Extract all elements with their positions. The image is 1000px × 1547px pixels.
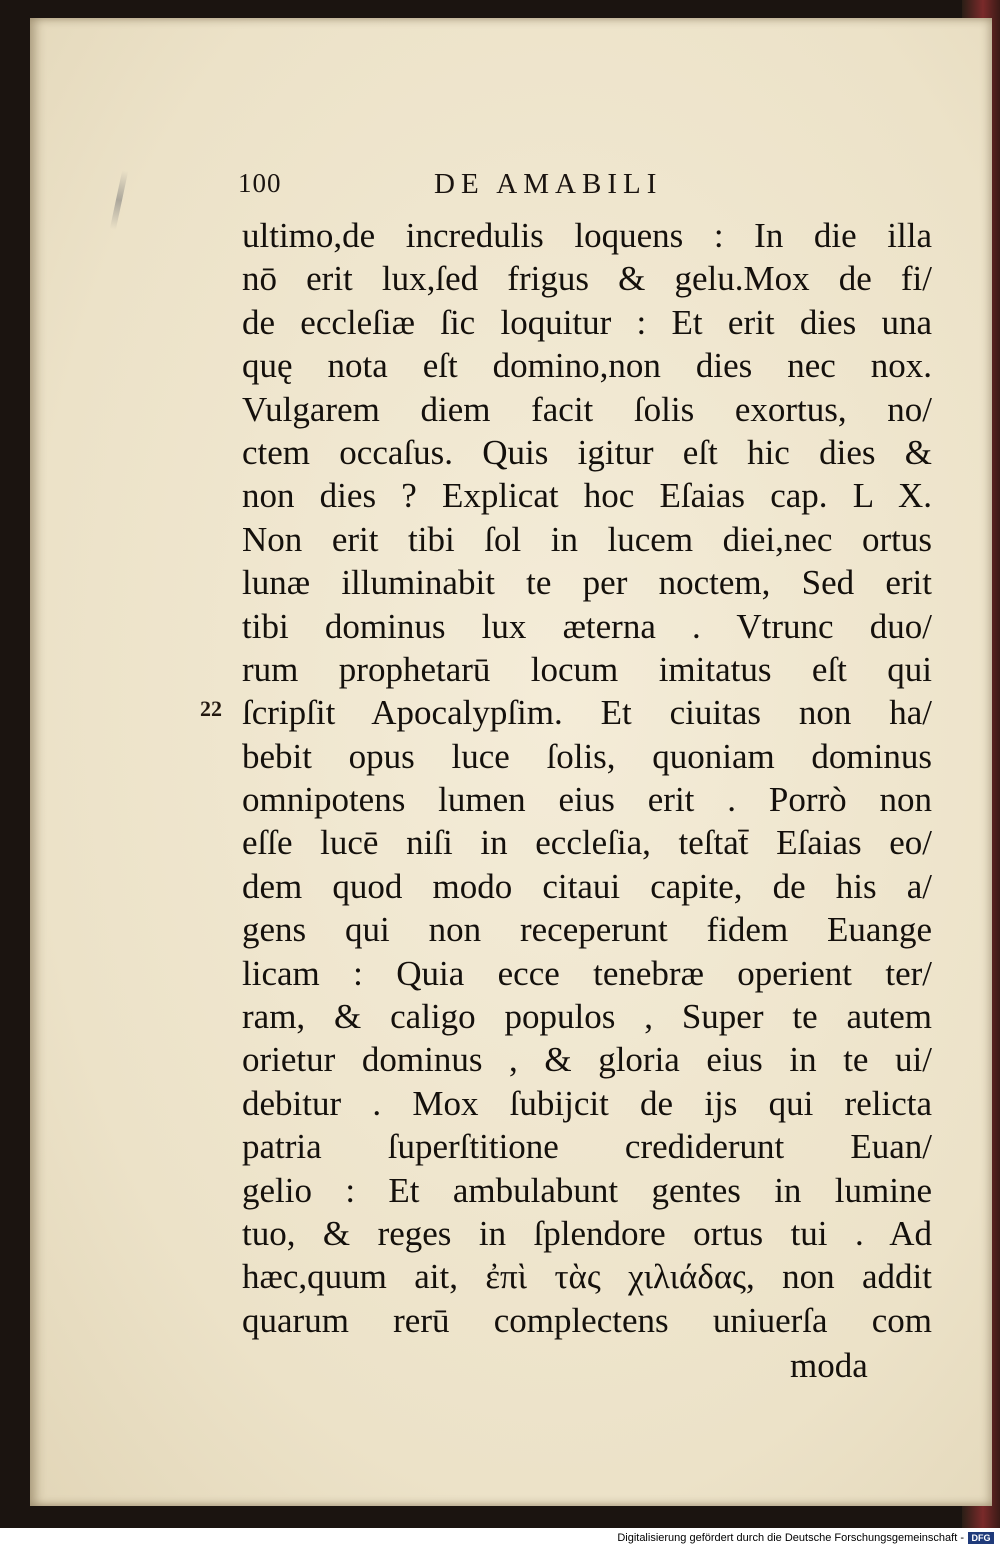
running-title: DE AMABILI: [434, 168, 663, 200]
digitization-credit: Digitalisierung gefördert durch die Deutsche Forschungsgemeinschaft -: [617, 1532, 964, 1544]
text-line: Vulgarem diem facit ſolis exortus, no/: [242, 389, 932, 429]
text-line: bebit opus luce ſolis, quoniam dominus: [242, 736, 932, 776]
running-head: [30, 168, 992, 208]
text-line: debitur . Mox ſubijcit de ijs qui relicta: [242, 1083, 932, 1123]
catchword: moda: [790, 1346, 868, 1385]
text-line: hæc,quum ait, ἐπὶ τὰς χιλιάδας, non addit: [242, 1257, 932, 1297]
text-line: ultimo,de incredulis loquens : In die illa: [242, 216, 932, 255]
book-page: [30, 18, 992, 1506]
text-line: ram, & caligo populos , Super te autem: [242, 997, 932, 1037]
text-line: gelio : Et ambulabunt gentes in lumine: [242, 1170, 932, 1210]
text-line: eſſe lucē niſi in eccleſia, teſtat̄ Eſaias eo/: [242, 823, 932, 863]
text-line: lunæ illuminabit te per noctem, Sed erit: [242, 563, 932, 603]
text-line: omnipotens lumen eius erit . Porrò non: [242, 780, 932, 820]
marginal-note: 22: [200, 696, 222, 721]
page-number: 100: [238, 168, 282, 198]
text-line: de eccleſiæ ſic loquitur : Et erit dies una: [242, 302, 932, 342]
dfg-logo: DFG: [968, 1532, 994, 1544]
text-line: licam : Quia ecce tenebræ operient ter/: [242, 953, 932, 993]
text-line: nō erit lux,ſed frigus & gelu.Mox de fi/: [242, 259, 932, 299]
text-line: tibi dominus lux æterna . Vtrunc duo/: [242, 606, 932, 646]
text-line: ctem occaſus. Quis igitur eſt hic dies &: [242, 432, 932, 472]
text-line: ſcripſit Apocalypſim. Et ciuitas non ha/: [242, 693, 932, 733]
text-line: gens qui non receperunt fidem Euange: [242, 910, 932, 950]
body-text: [242, 214, 932, 1342]
text-line: rum prophetarū locum imitatus eſt qui: [242, 649, 932, 689]
text-line: patria ſuperſtitione crediderunt Euan/: [242, 1127, 932, 1167]
text-line: non dies ? Explicat hoc Eſaias cap. L X.: [242, 476, 932, 516]
text-line: Non erit tibi ſol in lucem diei,nec ortus: [242, 519, 932, 559]
text-line: orietur dominus , & gloria eius in te ui/: [242, 1040, 932, 1080]
text-line: quarum rerū complectens uniuerſa com: [242, 1300, 932, 1340]
text-line: quę nota eſt domino,non dies nec nox.: [242, 346, 932, 386]
text-line: dem quod modo citaui capite, de his a/: [242, 866, 932, 906]
text-line: tuo, & reges in ſplendore ortus tui . Ad: [242, 1213, 932, 1253]
